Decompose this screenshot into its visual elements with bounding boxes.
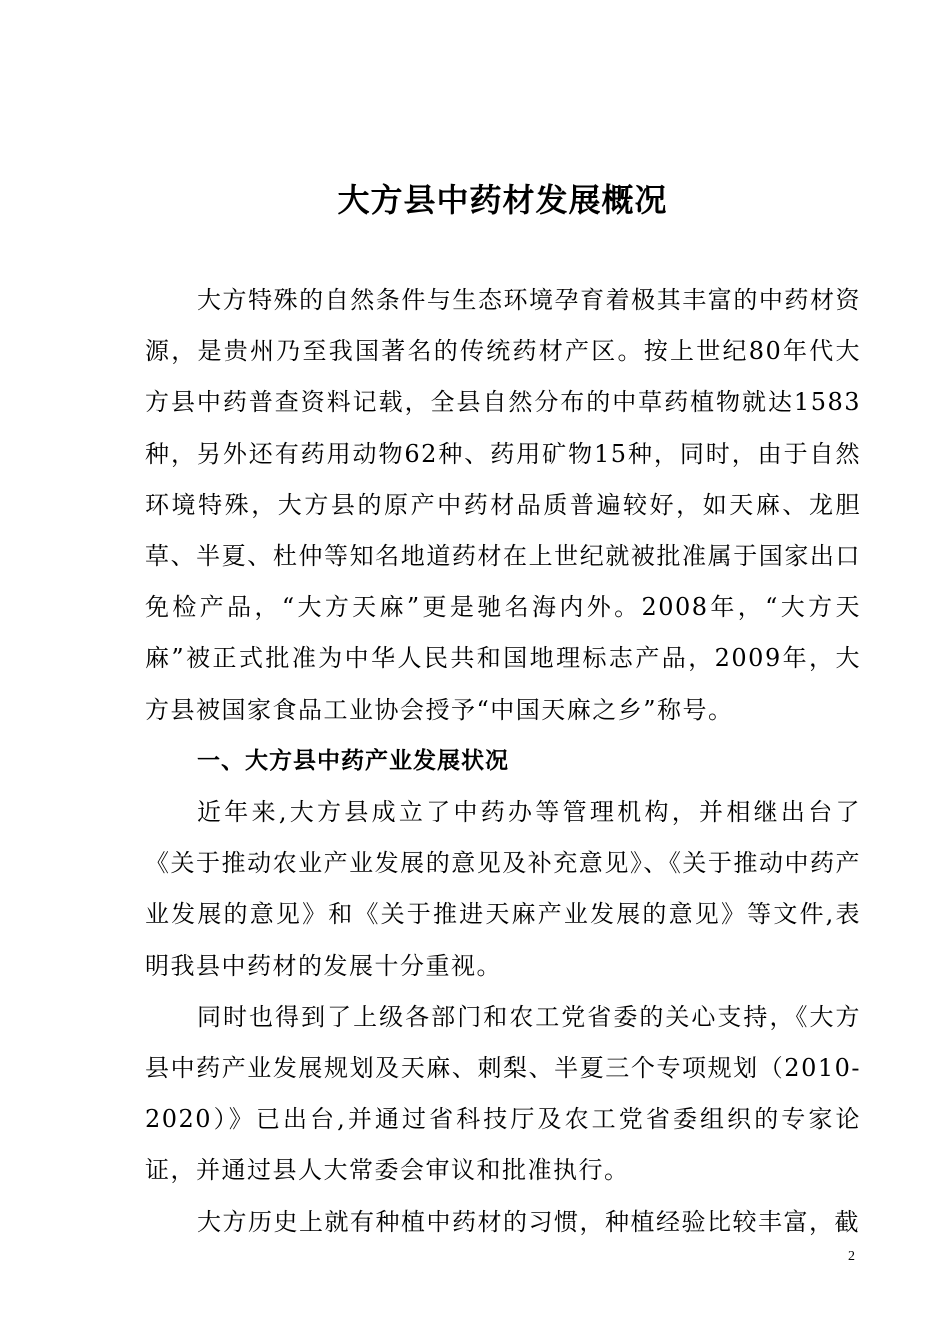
paragraph-intro: 大方特殊的自然条件与生态环境孕育着极其丰富的中药材资源，是贵州乃至我国著名的传统药材产区。按上世纪80年代大方县中药普查资料记载，全县自然分布的中草药植物就达1583种，另外还有药用动物62种、药用矿物15种，同时，由于自然环境特殊，大方县的原产中药材品质普遍较好，如天麻、龙胆草、半夏、杜仲等知名地道药材在上世纪就被批准属于国家出口免检产品，“大方天麻”更是驰名海内外。2008年，“大方天麻”被正式批准为中华人民共和国地理标志产品，2009年，大方县被国家食品工业协会授予“中国天麻之乡”称号。 bbox=[145, 286, 861, 724]
paragraph-planning: 同时也得到了上级各部门和农工党省委的关心支持，《大方县中药产业发展规划及天麻、刺梨、半夏三个专项规划（2010-2020）》已出台,并通过省科技厅及农工党省委组织的专家论证，并通过县人大常委会审议和批准执行。 bbox=[145, 1002, 861, 1185]
section-heading: 一、大方县中药产业发展状况 bbox=[197, 747, 509, 774]
page-number: 2 bbox=[848, 1249, 855, 1264]
document-body bbox=[145, 275, 861, 1248]
paragraph-history: 大方历史上就有种植中药材的习惯，种植经验比较丰富，截 bbox=[197, 1207, 860, 1236]
document-title: 大方县中药材发展概况 bbox=[337, 181, 668, 219]
paragraph-management: 近年来,大方县成立了中药办等管理机构，并相继出台了《关于推动农业产业发展的意见及补充意见》、《关于推动中药产业发展的意见》和《关于推进天麻产业发展的意见》等文件,表明我县中药材的发展十分重视。 bbox=[145, 798, 861, 980]
